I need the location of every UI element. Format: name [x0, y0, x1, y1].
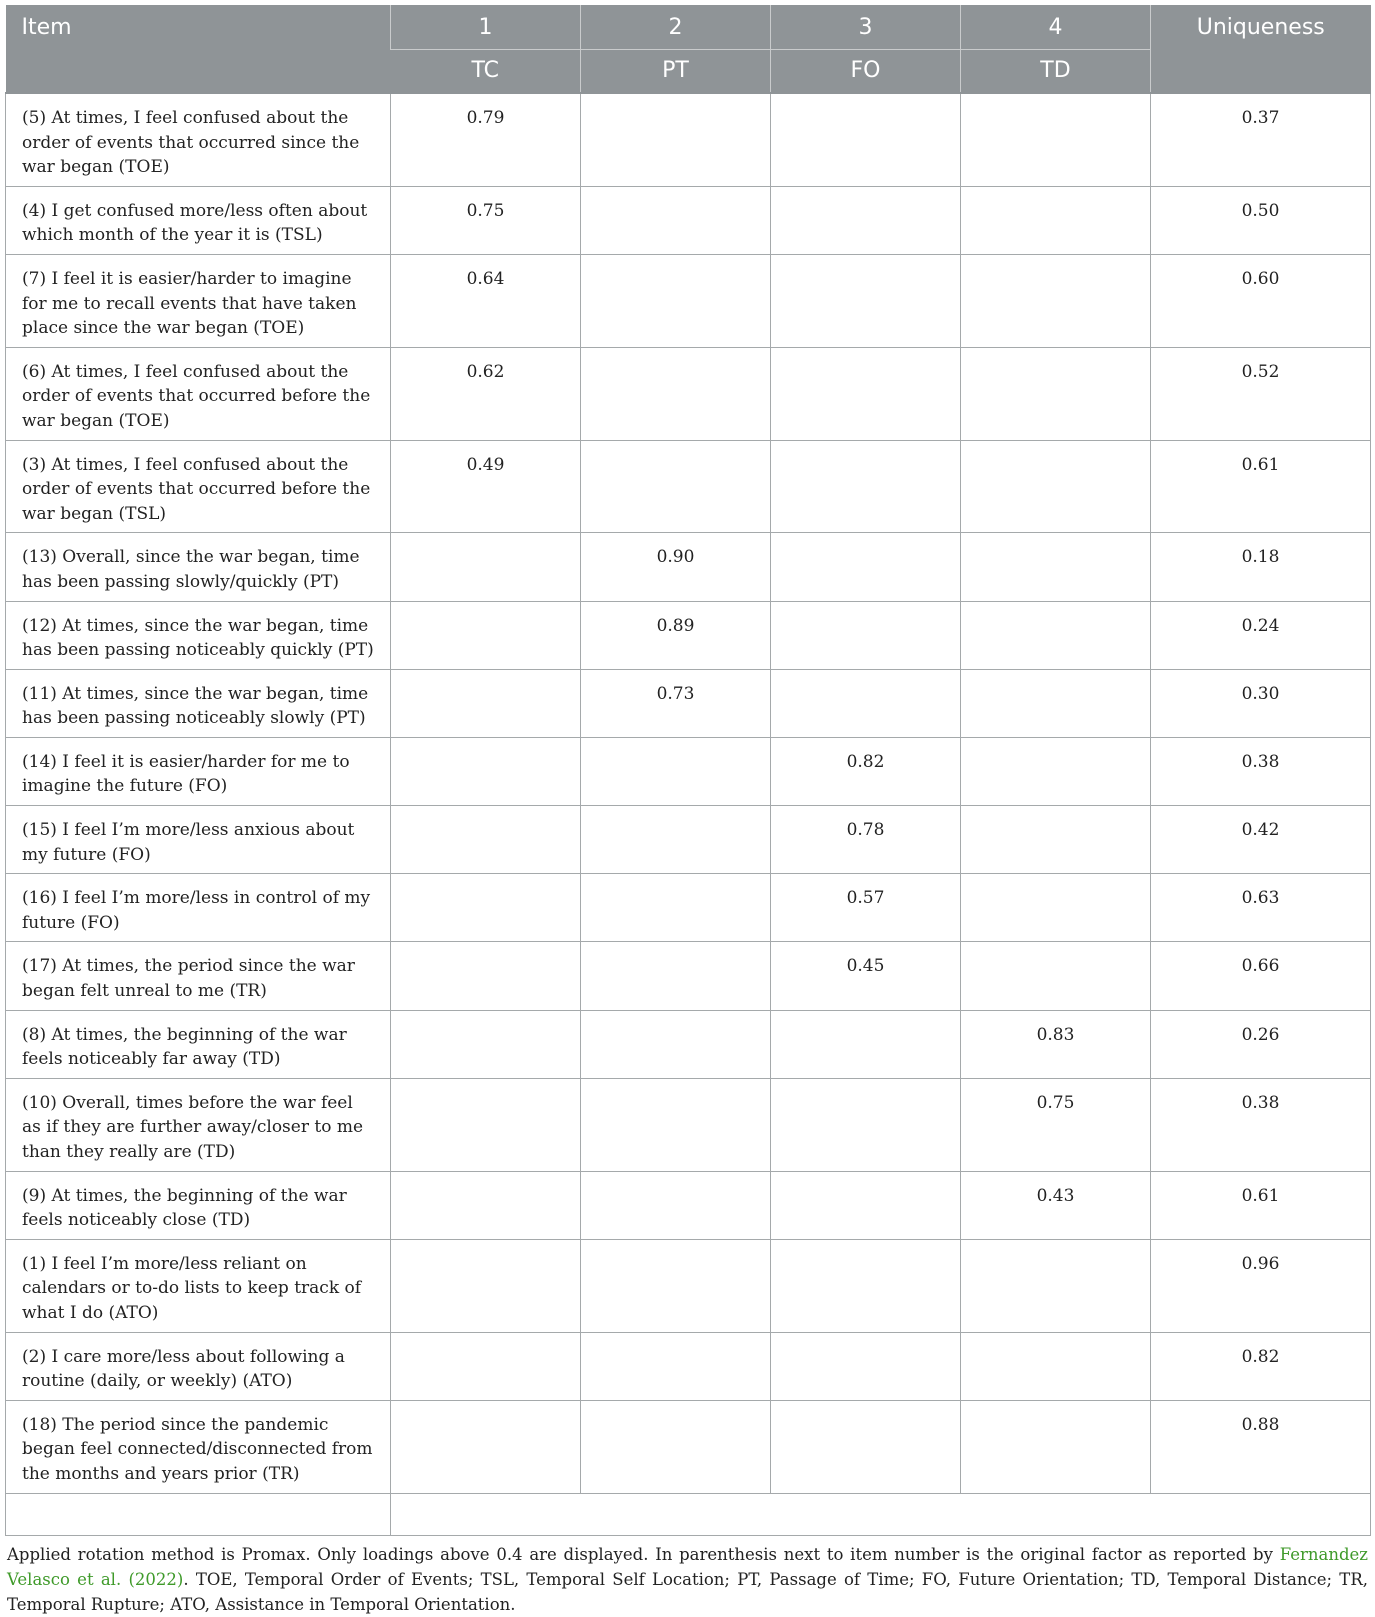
- factor-1-loading: [391, 1239, 581, 1332]
- uniqueness-value: 0.37: [1151, 93, 1371, 186]
- factor-2-loading: [581, 1171, 771, 1239]
- uniqueness-value: 0.61: [1151, 1171, 1371, 1239]
- header-factor-4-number: 4: [961, 5, 1151, 49]
- factor-loadings-table-container: [5, 5, 1370, 1617]
- factor-1-loading: [391, 942, 581, 1010]
- factor-4-loading: [961, 1332, 1151, 1400]
- uniqueness-value: 0.50: [1151, 186, 1371, 254]
- factor-2-loading: [581, 942, 771, 1010]
- table-header: [6, 5, 1371, 93]
- uniqueness-value: 0.52: [1151, 347, 1371, 440]
- table-row: [6, 601, 1371, 669]
- uniqueness-value: 0.30: [1151, 669, 1371, 737]
- table-body: [6, 93, 1371, 1535]
- item-cell: (13) Overall, since the war began, time has been passing slowly/quickly (PT): [6, 533, 391, 601]
- factor-2-loading: [581, 1078, 771, 1171]
- factor-1-loading: 0.75: [391, 186, 581, 254]
- item-cell: (9) At times, the beginning of the war feels noticeably close (TD): [6, 1171, 391, 1239]
- factor-1-loading: 0.64: [391, 254, 581, 347]
- factor-2-loading: [581, 186, 771, 254]
- empty-cell: [391, 1493, 1371, 1535]
- uniqueness-value: 0.63: [1151, 874, 1371, 942]
- factor-3-loading: 0.57: [771, 874, 961, 942]
- table-row: [6, 1239, 1371, 1332]
- item-cell: (2) I care more/less about following a routine (daily, or weekly) (ATO): [6, 1332, 391, 1400]
- factor-2-loading: [581, 254, 771, 347]
- factor-loadings-table: [5, 5, 1371, 1536]
- factor-1-loading: 0.62: [391, 347, 581, 440]
- uniqueness-value: 0.24: [1151, 601, 1371, 669]
- factor-1-loading: [391, 1171, 581, 1239]
- item-cell: (7) I feel it is easier/harder to imagine for me to recall events that have taken place since the war began (TOE): [6, 254, 391, 347]
- factor-2-loading: [581, 737, 771, 805]
- header-factor-3-number: 3: [771, 5, 961, 49]
- table-row: [6, 93, 1371, 186]
- uniqueness-value: 0.66: [1151, 942, 1371, 1010]
- factor-1-loading: [391, 1010, 581, 1078]
- empty-cell: [6, 1493, 391, 1535]
- factor-2-loading: 0.73: [581, 669, 771, 737]
- factor-2-loading: [581, 93, 771, 186]
- header-item: Item: [6, 5, 391, 93]
- factor-1-loading: [391, 1332, 581, 1400]
- factor-4-loading: [961, 440, 1151, 533]
- factor-3-loading: [771, 440, 961, 533]
- factor-4-loading: [961, 669, 1151, 737]
- uniqueness-value: 0.96: [1151, 1239, 1371, 1332]
- header-factor-4-abbr: TD: [961, 49, 1151, 93]
- factor-1-loading: [391, 737, 581, 805]
- table-row: [6, 1332, 1371, 1400]
- footnote-text-end: . TOE, Temporal Order of Events; TSL, Temporal Self Location; PT, Passage of Time; FO, Future Orientation; TD, Temporal Distance; TR, Temporal Rupture; ATO, Assistance in Temporal Orientation.: [7, 1569, 1368, 1614]
- factor-2-loading: 0.90: [581, 533, 771, 601]
- factor-3-loading: 0.82: [771, 737, 961, 805]
- factor-4-loading: [961, 942, 1151, 1010]
- table-row: [6, 533, 1371, 601]
- item-cell: (1) I feel I’m more/less reliant on calendars or to-do lists to keep track of what I do (ATO): [6, 1239, 391, 1332]
- item-cell: (14) I feel it is easier/harder for me to imagine the future (FO): [6, 737, 391, 805]
- uniqueness-value: 0.18: [1151, 533, 1371, 601]
- item-cell: (15) I feel I’m more/less anxious about my future (FO): [6, 806, 391, 874]
- table-row: [6, 1010, 1371, 1078]
- factor-1-loading: [391, 601, 581, 669]
- factor-1-loading: [391, 533, 581, 601]
- header-factor-1-abbr: TC: [391, 49, 581, 93]
- factor-1-loading: [391, 669, 581, 737]
- factor-4-loading: [961, 874, 1151, 942]
- item-cell: (11) At times, since the war began, time has been passing noticeably slowly (PT): [6, 669, 391, 737]
- table-row: [6, 1400, 1371, 1493]
- factor-1-loading: [391, 874, 581, 942]
- uniqueness-value: 0.42: [1151, 806, 1371, 874]
- factor-3-loading: [771, 1332, 961, 1400]
- factor-3-loading: 0.78: [771, 806, 961, 874]
- factor-4-loading: [961, 186, 1151, 254]
- item-cell: (6) At times, I feel confused about the order of events that occurred before the war began (TOE): [6, 347, 391, 440]
- factor-4-loading: [961, 1400, 1151, 1493]
- factor-1-loading: 0.49: [391, 440, 581, 533]
- uniqueness-value: 0.61: [1151, 440, 1371, 533]
- header-uniqueness: Uniqueness: [1151, 5, 1371, 93]
- factor-2-loading: [581, 806, 771, 874]
- factor-4-loading: [961, 1239, 1151, 1332]
- uniqueness-value: 0.82: [1151, 1332, 1371, 1400]
- header-factor-2-number: 2: [581, 5, 771, 49]
- item-cell: (4) I get confused more/less often about which month of the year it is (TSL): [6, 186, 391, 254]
- table-row: [6, 347, 1371, 440]
- uniqueness-value: 0.60: [1151, 254, 1371, 347]
- uniqueness-value: 0.38: [1151, 1078, 1371, 1171]
- factor-3-loading: 0.45: [771, 942, 961, 1010]
- factor-2-loading: [581, 1239, 771, 1332]
- factor-3-loading: [771, 1171, 961, 1239]
- table-row: [6, 806, 1371, 874]
- factor-3-loading: [771, 1400, 961, 1493]
- factor-4-loading: [961, 737, 1151, 805]
- table-row: [6, 1171, 1371, 1239]
- table-row: [6, 254, 1371, 347]
- item-cell: (10) Overall, times before the war feel as if they are further away/closer to me than they really are (TD): [6, 1078, 391, 1171]
- citation-link[interactable]: Fernandez Velasco et al. (2022): [7, 1544, 1368, 1589]
- header-factor-1-number: 1: [391, 5, 581, 49]
- factor-3-loading: [771, 533, 961, 601]
- factor-4-loading: [961, 533, 1151, 601]
- factor-1-loading: [391, 806, 581, 874]
- factor-2-loading: [581, 440, 771, 533]
- factor-4-loading: 0.75: [961, 1078, 1151, 1171]
- factor-4-loading: [961, 806, 1151, 874]
- factor-1-loading: [391, 1078, 581, 1171]
- item-cell: (16) I feel I’m more/less in control of my future (FO): [6, 874, 391, 942]
- header-factor-3-abbr: FO: [771, 49, 961, 93]
- factor-4-loading: [961, 254, 1151, 347]
- footnote-text-start: Applied rotation method is Promax. Only loadings above 0.4 are displayed. In parenthesis next to item number is the original factor as reported by: [7, 1544, 1280, 1564]
- factor-2-loading: [581, 1400, 771, 1493]
- item-cell: (8) At times, the beginning of the war feels noticeably far away (TD): [6, 1010, 391, 1078]
- table-row: [6, 186, 1371, 254]
- factor-3-loading: [771, 93, 961, 186]
- factor-4-loading: [961, 347, 1151, 440]
- factor-2-loading: 0.89: [581, 601, 771, 669]
- table-row: [6, 440, 1371, 533]
- item-cell: (3) At times, I feel confused about the order of events that occurred before the war began (TSL): [6, 440, 391, 533]
- uniqueness-value: 0.88: [1151, 1400, 1371, 1493]
- item-cell: (5) At times, I feel confused about the order of events that occurred since the war began (TOE): [6, 93, 391, 186]
- table-row: [6, 1078, 1371, 1171]
- empty-row: [6, 1493, 1371, 1535]
- factor-1-loading: [391, 1400, 581, 1493]
- factor-3-loading: [771, 601, 961, 669]
- header-factor-2-abbr: PT: [581, 49, 771, 93]
- table-row: [6, 669, 1371, 737]
- factor-1-loading: 0.79: [391, 93, 581, 186]
- factor-2-loading: [581, 874, 771, 942]
- factor-3-loading: [771, 1239, 961, 1332]
- table-row: [6, 737, 1371, 805]
- factor-4-loading: 0.83: [961, 1010, 1151, 1078]
- table-row: [6, 942, 1371, 1010]
- table-footnote: [5, 1542, 1370, 1617]
- factor-3-loading: [771, 254, 961, 347]
- factor-2-loading: [581, 1010, 771, 1078]
- item-cell: (12) At times, since the war began, time has been passing noticeably quickly (PT): [6, 601, 391, 669]
- factor-3-loading: [771, 186, 961, 254]
- factor-4-loading: [961, 601, 1151, 669]
- uniqueness-value: 0.26: [1151, 1010, 1371, 1078]
- factor-4-loading: [961, 93, 1151, 186]
- item-cell: (17) At times, the period since the war began felt unreal to me (TR): [6, 942, 391, 1010]
- factor-3-loading: [771, 669, 961, 737]
- factor-2-loading: [581, 1332, 771, 1400]
- factor-4-loading: 0.43: [961, 1171, 1151, 1239]
- uniqueness-value: 0.38: [1151, 737, 1371, 805]
- item-cell: (18) The period since the pandemic began feel connected/disconnected from the months and years prior (TR): [6, 1400, 391, 1493]
- table-row: [6, 874, 1371, 942]
- factor-2-loading: [581, 347, 771, 440]
- factor-3-loading: [771, 1010, 961, 1078]
- factor-3-loading: [771, 347, 961, 440]
- factor-3-loading: [771, 1078, 961, 1171]
